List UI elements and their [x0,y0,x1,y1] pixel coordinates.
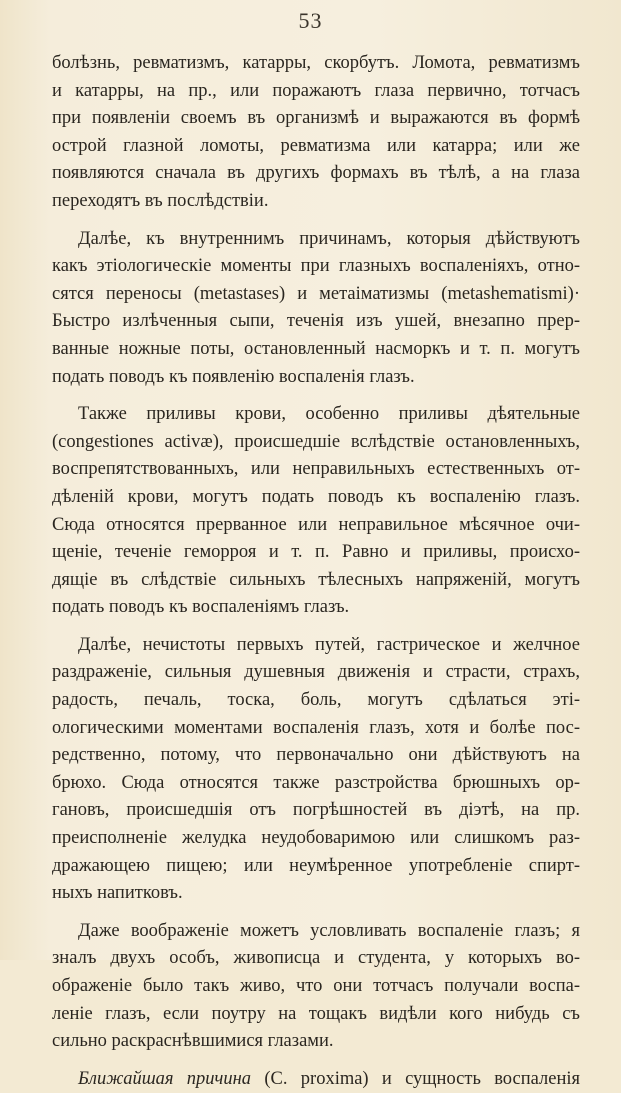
text-line: ображеніе было такъ живо, что они тотчасъ получали воспа- [52,976,580,996]
text-line: Далѣе, нечистоты первыхъ путей, гастрическое и желчное [78,634,580,655]
text-line: дѣленій крови, могутъ подать поводъ къ воспаленію глазъ. [52,486,580,507]
text-line: и катарры, на пр., или поражаютъ глаза первично, тотчасъ [52,80,580,101]
text-line: гановъ, происшедшія отъ погрѣшностей въ діэтѣ, на пр. [52,800,580,821]
text-line: брюхо. Сюда относятся также разстройства брюшныхъ ор- [52,772,580,793]
text-line: Сюда относятся прерванное или неправильное мѣсячное очи- [52,514,580,535]
text-line: дящіе въ слѣдствіе сильныхъ тѣлесныхъ напряженій, могутъ [52,569,580,590]
text-line: появляются сначала въ другихъ формахъ въ тѣлѣ, а на глаза [52,163,580,184]
paragraph-gap [52,216,580,226]
text-line: при появленіи своемъ въ организмѣ и выражаются въ формѣ [52,108,580,129]
text-line: Также приливы крови, особенно приливы дѣятельные [78,404,580,425]
text-line: болѣзнь, ревматизмъ, катарры, скорбутъ. Ломота, ревматизмъ [52,53,580,73]
paragraph-gap [52,622,580,632]
text-line: редственно, потому, что первоначально они дѣйствуютъ на [52,745,580,766]
text-line: Даже воображеніе можетъ условливать воспаленіе глазъ; я [78,920,580,941]
text-line: Ближайшая причина (C. proxima) и сущность воспаленія [78,1068,580,1089]
page-number: 53 [298,8,323,33]
text-line: (congestiones activæ), происшедшіе вслѣдствіе остановленныхъ, [52,431,580,452]
text-line: какъ этіологическіе моменты при глазныхъ воспаленіяхъ, отно- [52,256,580,277]
text-line: подать поводъ къ появленію воспаленія глазъ. [52,366,415,387]
text-line: ванные ножные поты, остановленный насморкъ и т. п. могутъ [52,338,580,359]
body-text [52,50,580,1093]
text-line: Далѣе, къ внутреннимъ причинамъ, которыя дѣйствуютъ [78,228,580,249]
text-line: сильно раскраснѣвшимися глазами. [52,1031,334,1052]
text-line: Быстро излѣченныя сыпи, теченія изъ ушей, внезапно прер- [52,311,580,332]
text-line: раздраженіе, сильныя душевныя движенія и страсти, страхъ, [52,662,580,683]
text-line: леніе глазъ, если поутру на тощакъ видѣли кого нибудь съ [52,1003,580,1024]
paragraph-gap [52,1056,580,1066]
text-line: преисполненіе желудка неудобоваримою или слишкомъ раз- [52,828,580,849]
text-line: острой глазной ломоты, ревматизма или катарра; или же [52,135,580,156]
text-line: воспрепятствованныхъ, или неправильныхъ естественныхъ от- [52,459,580,480]
text-line: ологическими моментами воспаленія глазъ, хотя и болѣе пос- [52,717,580,738]
paragraph-gap [52,908,580,918]
text-line: дражающею пищею; или неумѣренное употребленіе спирт- [52,855,580,876]
text-line: ныхъ напитковъ. [52,883,183,904]
text-line: радость, печаль, тоска, боль, могутъ сдѣлаться эті- [52,690,580,711]
text-line: зналъ двухъ особъ, живописца и студента, у которыхъ во- [52,948,580,969]
paragraph-gap [52,391,580,401]
text-line: сятся переносы (metastases) и метаіматизмы (metashematismi)· [52,283,580,304]
text-line: переходятъ въ послѣдствіи. [52,190,269,211]
text-line: подать поводъ къ воспаленіямъ глазъ. [52,597,350,618]
text-line: щеніе, теченіе геморроя и т. п. Равно и приливы, происхо- [52,542,580,563]
